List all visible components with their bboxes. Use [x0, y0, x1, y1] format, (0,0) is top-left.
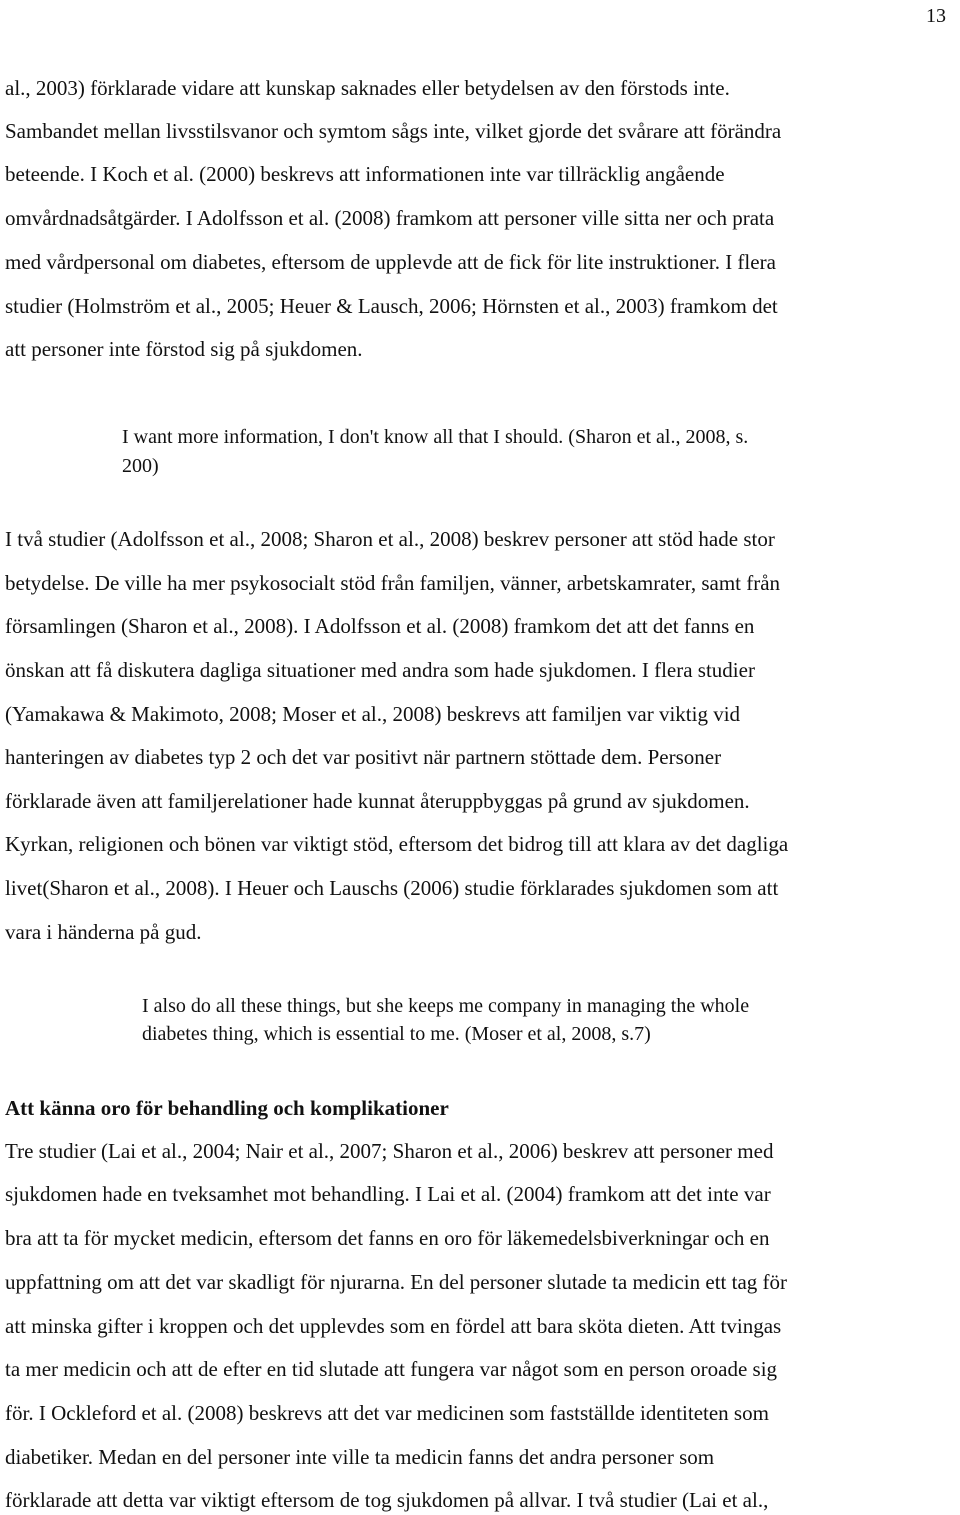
text-line: Kyrkan, religionen och bönen var viktigt stöd, eftersom det bidrog till att klara av det dagliga — [5, 832, 789, 856]
text-line: diabetiker. Medan en del personer inte ville ta medicin fanns det andra personer som — [5, 1445, 715, 1469]
text-line: beteende. I Koch et al. (2000) beskrevs att informationen inte var tillräcklig angående — [5, 162, 725, 186]
text-line: livet(Sharon et al., 2008). I Heuer och Lauschs (2006) studie förklarades sjukdomen som att — [5, 876, 779, 900]
text-line: Sambandet mellan livsstilsvanor och symtom sågs inte, vilket gjorde det svårare att förändra — [5, 119, 782, 143]
quote-line: 200) — [122, 455, 159, 477]
text-line: betydelse. De ville ha mer psykosocialt stöd från familjen, vänner, arbetskamrater, samt från — [5, 571, 781, 595]
text-line: önskan att få diskutera dagliga situationer med andra som hade sjukdomen. I flera studier — [5, 658, 755, 682]
text-line: (Yamakawa & Makimoto, 2008; Moser et al., 2008) beskrevs att familjen var viktig vid — [5, 702, 741, 726]
text-line: ta mer medicin och att de efter en tid slutade att fungera var något som en person oroade sig — [5, 1357, 778, 1381]
text-line: församlingen (Sharon et al., 2008). I Adolfsson et al. (2008) framkom det att det fanns en — [5, 614, 755, 638]
page-number: 13 — [926, 5, 946, 27]
quote-line: diabetes thing, which is essential to me. (Moser et al, 2008, s.7) — [142, 1023, 651, 1045]
text-line: vara i händerna på gud. — [5, 920, 202, 944]
quote-line: I also do all these things, but she keeps me company in managing the whole — [142, 995, 750, 1017]
text-line: studier (Holmström et al., 2005; Heuer & Lausch, 2006; Hörnsten et al., 2003) framkom det — [5, 294, 778, 318]
text-line: att minska gifter i kroppen och det upplevdes som en fördel att bara sköta dieten. Att tvingas — [5, 1314, 782, 1338]
text-line: sjukdomen hade en tveksamhet mot behandling. I Lai et al. (2004) framkom att det inte var — [5, 1182, 771, 1206]
text-line: uppfattning om att det var skadligt för njurarna. En del personer slutade ta medicin ett tag för — [5, 1270, 788, 1294]
text-line: förklarade att detta var viktigt eftersom de tog sjukdomen på allvar. I två studier (Lai et al., — [5, 1488, 769, 1512]
quote-line: I want more information, I don't know all that I should. (Sharon et al., 2008, s. — [122, 426, 749, 448]
text-line: hanteringen av diabetes typ 2 och det var positivt när partnern stöttade dem. Personer — [5, 745, 722, 769]
text-line: för. I Ockleford et al. (2008) beskrevs att det var medicinen som fastställde identiteten som — [5, 1401, 769, 1425]
text-line: al., 2003) förklarade vidare att kunskap saknades eller betydelsen av den förstods inte. — [5, 76, 730, 100]
text-line: att personer inte förstod sig på sjukdomen. — [5, 337, 363, 361]
text-line: omvårdnadsåtgärder. I Adolfsson et al. (2008) framkom att personer ville sitta ner och prata — [5, 206, 775, 230]
text-line: förklarade även att familjerelationer hade kunnat återuppbyggas på grund av sjukdomen. — [5, 789, 750, 813]
text-line: Tre studier (Lai et al., 2004; Nair et al., 2007; Sharon et al., 2006) beskrev att personer med — [5, 1139, 774, 1163]
section-heading: Att känna oro för behandling och komplikationer — [5, 1096, 449, 1120]
text-line: I två studier (Adolfsson et al., 2008; Sharon et al., 2008) beskrev personer att stöd hade stor — [5, 527, 775, 551]
text-line: med vårdpersonal om diabetes, eftersom de upplevde att de fick för lite instruktioner. I flera — [5, 250, 776, 274]
text-line: bra att ta för mycket medicin, eftersom det fanns en oro för läkemedelsbiverkningar och en — [5, 1226, 770, 1250]
